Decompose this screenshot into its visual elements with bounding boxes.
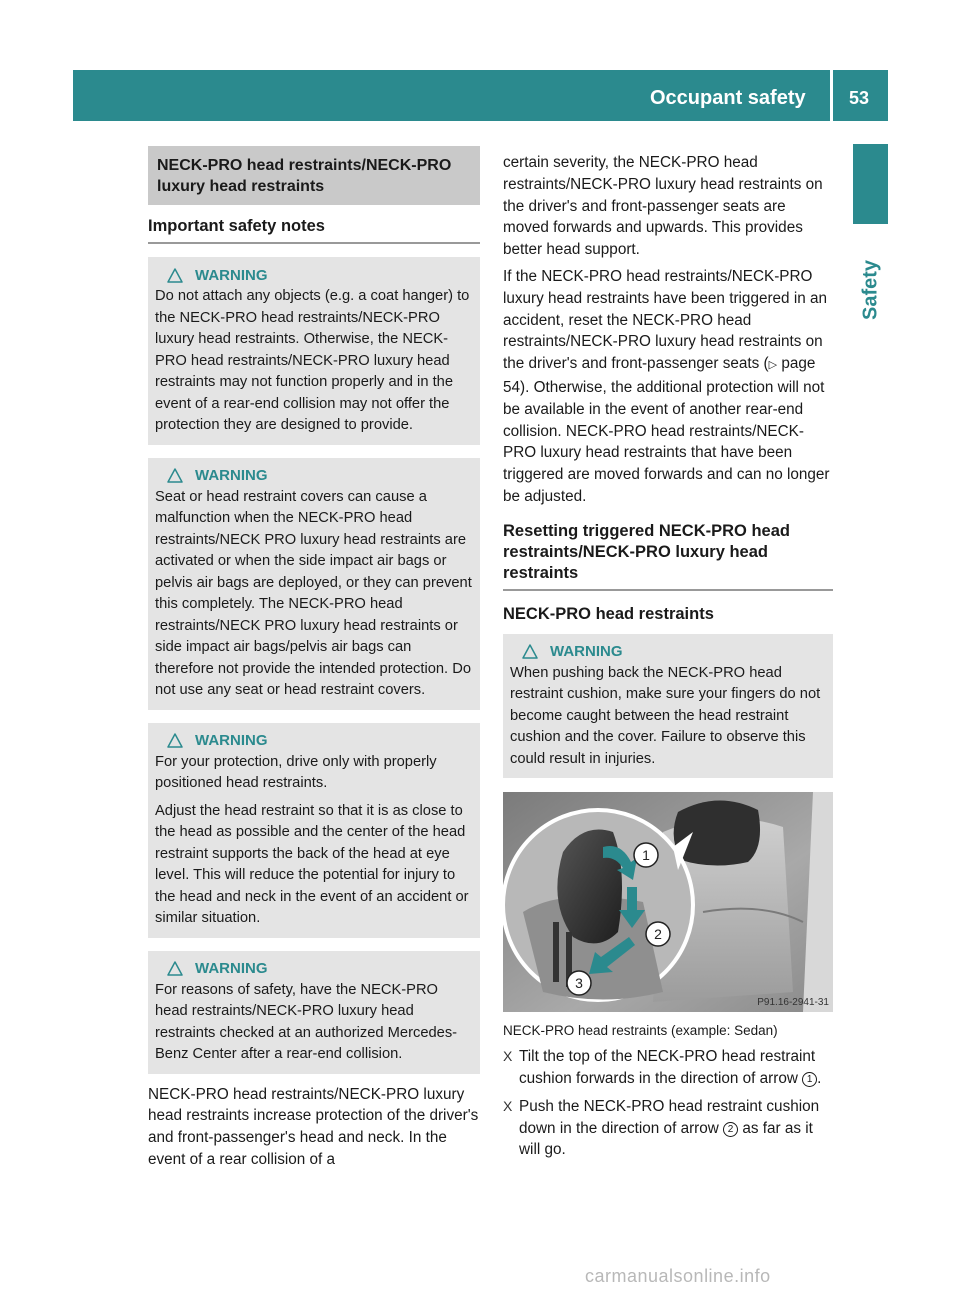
warning-header [155,730,473,752]
body-paragraph: NECK-PRO head restraints/NECK-PRO luxury head restraints increase protection of the driver's and front-passenger's head and neck. In the event of a rear collision of a [148,1085,479,1168]
body-text: If the NECK-PRO head restraints/NECK-PRO luxury head restraints have been triggered in an accident, reset the NECK-PRO head restraints/NECK-PRO luxury head restraints on the driver's and front-passenger seats ( [503,267,827,373]
bullet-arrow-icon: X [503,1097,513,1114]
warning-triangle-icon [167,268,183,283]
warning-box [148,257,480,445]
warning-triangle-icon [167,468,183,483]
warning-label: WARNING [195,266,268,284]
step-text: Push the NECK-PRO head restraint cushion down in the direction of arrow [519,1097,820,1137]
figure-label-2: 2 [654,926,662,943]
figure-caption: NECK-PRO head restraints (example: Sedan) [503,1023,778,1039]
page-number: 53 [849,88,870,108]
warning-text: For your protection, drive only with properly positioned head restraints. [155,753,437,791]
figure-code: P91.16-2941-31 [757,997,829,1009]
section-title: NECK-PRO head restraints/NECK-PRO luxury head restraints [148,146,480,205]
warning-text: Seat or head restraint covers can cause a malfunction when the NECK-PRO head restraints/NECK PRO luxury head restraints are activated or when the side impact air bags or pelvis air bags are deployed, or they can prevent this completely. The NECK-PRO head restraints/NECK PRO luxury head restraints or side impact air bags/pelvis air bags can therefore not provide the intended protection. Do not use any seat or head restraint covers. [155,488,472,698]
figure-illustration [503,792,833,1012]
page-reference-link[interactable]: page 54 [503,355,816,396]
warning-header [155,958,473,980]
section-tab [846,235,896,345]
warning-header [155,465,473,487]
watermark: carmanualsonline.info [585,1266,771,1286]
warning-text: When pushing back the NECK-PRO head restraint cushion, make sure your fingers do not become caught between the head restraint cushion and the cover. Failure to observe this could result in injuries. [510,664,821,767]
figure-label-3: 3 [575,975,583,992]
warning-triangle-icon [167,961,183,976]
warning-box [148,723,480,938]
section-tab-marker [853,144,888,224]
left-column [148,146,480,1171]
warning-triangle-icon [167,733,183,748]
page-header-title: Occupant safety [650,87,806,109]
body-paragraph: certain severity, the NECK-PRO head restraints/NECK-PRO luxury head restraints on the driver's and front-passenger seats are moved forwards and upwards. This provides better head support. [503,154,823,259]
subheading-safety-notes: Important safety notes [148,205,480,244]
warning-text: Adjust the head restraint so that it is as close to the head as possible and the center of the head restraint supports the back of the head at eye level. This will reduce the potential for injury to the head and neck in the event of an accident or similar situation. [155,802,469,926]
arrow-number-badge: 2 [723,1122,738,1137]
step-text: Tilt the top of the NECK-PRO head restraint cushion forwards in the direction of arrow [519,1048,816,1088]
section-tab-label: Safety [859,259,882,321]
page-ref-arrow-icon: ▷ [768,359,778,372]
body-paragraph [503,266,833,508]
step-text: . [817,1070,822,1088]
warning-box [148,458,480,710]
warning-label: WARNING [195,960,268,977]
warning-header [155,264,473,286]
header-divider [830,70,833,121]
warning-text: For reasons of safety, have the NECK-PRO head restraints/NECK-PRO luxury head restraints checked at an authorized Mercedes-Benz Center after a rear-end collision. [155,981,458,1062]
warning-triangle-icon [522,644,538,659]
head-restraint-figure [503,792,833,1012]
figure-label-1: 1 [642,847,650,864]
warning-text: Do not attach any objects (e.g. a coat hanger) to the NECK-PRO head restraints/NECK-PRO luxury head restraints. Otherwise, the NECK-PRO head restraints/NECK-PRO luxury head restraints may not function properly and in the event of a rear-end collision may not offer the protection they are designed to provide. [155,288,470,433]
warning-header [510,641,826,663]
subheading-neck-pro: NECK-PRO head restraints [503,604,714,623]
warning-label: WARNING [550,643,623,661]
body-text: ). Otherwise, the additional protection will not be available in the event of another rear-end collision. NECK-PRO head restraints/NECK-PRO luxury head restraints that have been triggered are moved forwards and can no longer be adjusted. [503,378,830,505]
warning-box [503,634,833,779]
instruction-step [503,1096,833,1161]
arrow-number-badge: 1 [802,1072,817,1087]
instruction-step [503,1046,833,1090]
warning-label: WARNING [195,467,268,484]
heading-resetting: Resetting triggered NECK-PRO head restraints/NECK-PRO luxury head restraints [503,521,833,591]
step-text: as far as it will go. [519,1119,813,1159]
warning-box [148,951,480,1074]
right-column [503,152,833,1161]
warning-label: WARNING [195,732,268,749]
bullet-arrow-icon: X [503,1048,513,1065]
